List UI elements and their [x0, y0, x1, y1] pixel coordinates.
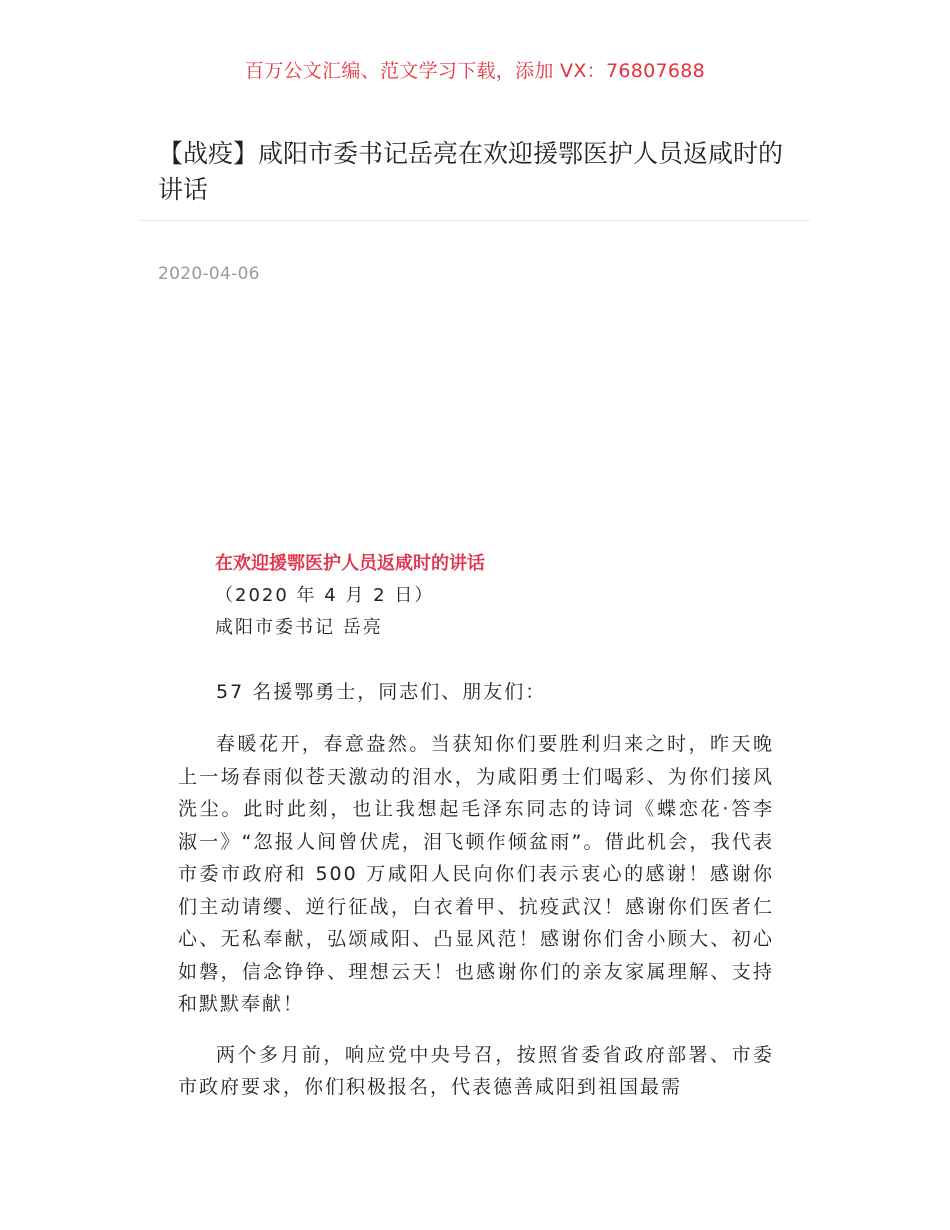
speech-author: 咸阳市委书记 岳亮	[215, 617, 383, 638]
promo-banner: 百万公文汇编、范文学习下载，添加 VX：76807688	[244, 60, 706, 82]
speech-body	[178, 676, 774, 1122]
publish-date: 2020-04-06	[158, 264, 260, 284]
title-divider	[140, 220, 810, 221]
speech-paragraph: 春暖花开，春意盎然。当获知你们要胜利归来之时，昨天晚上一场春雨似苍天激动的泪水，为咸阳勇士们喝彩、为你们接风洗尘。此时此刻，也让我想起毛泽东同志的诗词《蝶恋花·答李淑一》“忽报人间曾伏虎，泪飞顿作倾盆雨”。借此机会，我代表市委市政府和 500 万咸阳人民向你们表示衷心的感谢！感谢你们主动请缨、逆行征战，白衣着甲、抗疫武汉！感谢你们医者仁心、无私奉献，弘颂咸阳、凸显风范！感谢你们舍小顾大、初心如磐，信念铮铮、理想云天！也感谢你们的亲友家属理解、支持和默默奉献！	[178, 733, 774, 1015]
speech-paragraph: 两个多月前，响应党中央号召，按照省委省政府部署、市委市政府要求，你们积极报名，代表德善咸阳到祖国最需	[178, 1043, 774, 1098]
speech-greeting: 57 名援鄂勇士，同志们、朋友们：	[216, 681, 547, 703]
speech-date: （2020 年 4 月 2 日）	[215, 585, 435, 606]
article-title: 【战疫】咸阳市委书记岳亮在欢迎援鄂医护人员返咸时的讲话	[158, 139, 784, 204]
speech-title: 在欢迎援鄂医护人员返咸时的讲话	[215, 553, 485, 574]
speech-header	[215, 548, 775, 644]
